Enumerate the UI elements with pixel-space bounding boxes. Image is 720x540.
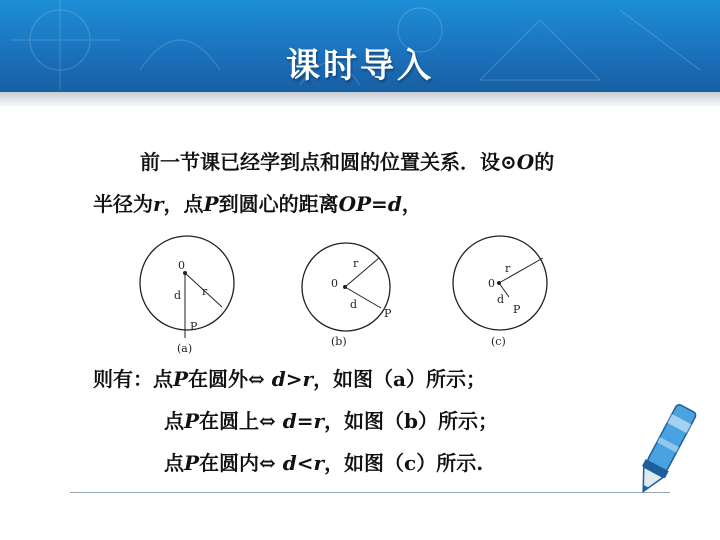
figure-c-caption: (c) xyxy=(491,335,506,348)
figure-c xyxy=(453,236,547,348)
figure-c-distance-label: d xyxy=(497,293,505,306)
figure-a-center-label: 0 xyxy=(178,259,185,272)
figure-a-circle xyxy=(140,236,234,330)
figure-b-caption: (b) xyxy=(331,335,347,348)
header-banner xyxy=(0,0,720,103)
conclusion-line-inside: 点P在圆内⇔ d<r，如图（c）所示. xyxy=(164,451,484,475)
pen-icon xyxy=(618,400,708,500)
figure-a-point-label: P xyxy=(190,320,198,333)
figure-b-radius-line xyxy=(345,258,379,287)
page-title: 课时导入 xyxy=(286,46,434,86)
figure-c-radius-label: r xyxy=(505,262,511,275)
figure-a-radius-label: r xyxy=(202,285,208,298)
figure-a-distance-label: d xyxy=(174,289,182,302)
header-divider xyxy=(0,92,720,106)
figure-c-center-label: 0 xyxy=(488,277,495,290)
figure-c-point-label: P xyxy=(513,303,521,316)
figure-b-point-label: P xyxy=(384,307,392,320)
conclusion-line-outside: 则有：点P在圆外⇔ d>r，如图（a）所示； xyxy=(93,367,487,391)
circle-figures xyxy=(120,225,590,360)
figure-a-caption: (a) xyxy=(177,342,193,355)
figure-b-center-label: 0 xyxy=(331,277,338,290)
figure-a xyxy=(140,236,234,355)
figure-b xyxy=(302,243,392,348)
conclusion-line-on: 点P在圆上⇔ d=r，如图（b）所示； xyxy=(164,409,499,433)
intro-line-2: 半径为r，点P到圆心的距离OP=d， xyxy=(93,192,422,216)
footer-divider xyxy=(70,492,670,493)
figure-b-radius-label: r xyxy=(353,257,359,270)
intro-line-1: 前一节课已经学到点和圆的位置关系．设⊙O的 xyxy=(140,150,555,174)
figure-b-distance-label: d xyxy=(350,298,358,311)
